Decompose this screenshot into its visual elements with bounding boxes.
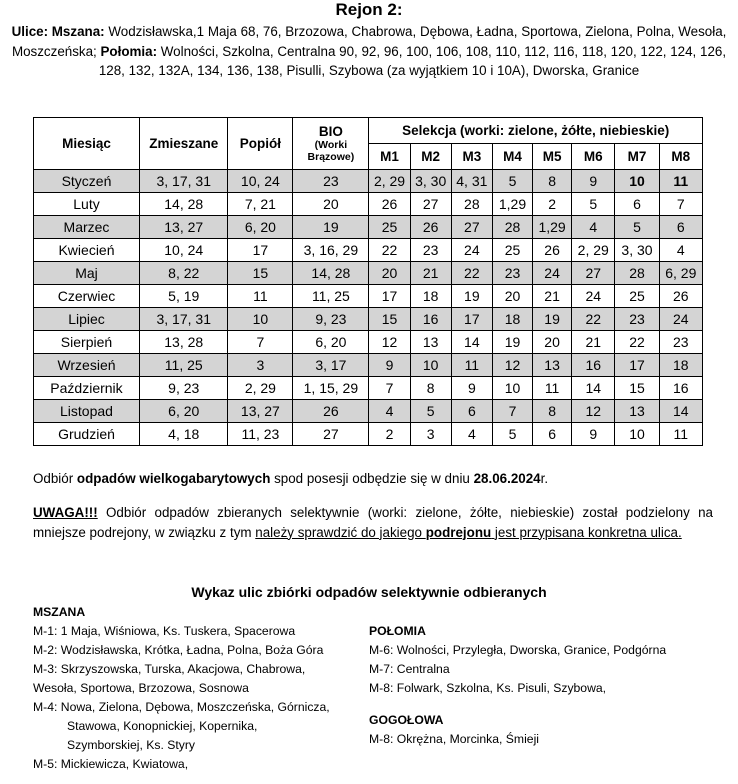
m4-cell: 19: [492, 331, 532, 354]
m4-cell: 5: [492, 170, 532, 193]
m3-cell: 4, 31: [451, 170, 492, 193]
table-row: [34, 216, 703, 239]
m2-cell: 21: [410, 262, 451, 285]
m6-cell: 14: [572, 377, 615, 400]
bio-cell: 1, 15, 29: [293, 377, 369, 400]
header-bio-sub: (Worki Brązowe): [307, 139, 355, 163]
m1-cell: 20: [369, 262, 410, 285]
m1-cell: 9: [369, 354, 410, 377]
m3-cell: 27: [451, 216, 492, 239]
m1-cell: 22: [369, 239, 410, 262]
m1-cell: 12: [369, 331, 410, 354]
m7-cell: 22: [615, 331, 659, 354]
header-selection: Selekcja (worki: zielone, żółte, niebieskie): [369, 118, 703, 144]
month-cell: Lipiec: [34, 308, 140, 331]
m7-cell: 28: [615, 262, 659, 285]
m4-cell: 1,29: [492, 193, 532, 216]
ash-cell: 6, 20: [228, 216, 293, 239]
m8-cell: 16: [659, 377, 702, 400]
polomia-m8: M-8: Folwark, Szkolna, Ks. Pisuli, Szybowa,: [369, 681, 607, 695]
mixed-cell: 5, 19: [139, 285, 228, 308]
m8-cell: 6, 29: [659, 262, 702, 285]
ash-cell: 11, 23: [228, 423, 293, 446]
bio-cell: 9, 23: [293, 308, 369, 331]
polomia-streets: Wolności, Szkolna, Centralna 90, 92, 96, 100, 106, 108, 110, 112, 116, 118, 120, 122, 124, 126, 128, 132, 132A, 134, 136, 138, Pisulli, Szybowa (za wyjątkiem 10 i 10A), Dworska, Granice: [98, 43, 727, 78]
polomia-list: [369, 622, 666, 698]
table-row: [34, 193, 703, 216]
m2-cell: 3, 30: [410, 170, 451, 193]
m6-cell: 21: [572, 331, 615, 354]
m1-cell: 25: [369, 216, 410, 239]
m6-cell: 16: [572, 354, 615, 377]
header-m6: M6: [572, 144, 615, 170]
m6-cell: 4: [572, 216, 615, 239]
mixed-cell: 4, 18: [139, 423, 228, 446]
m6-cell: 9: [572, 423, 615, 446]
m4-cell: 28: [492, 216, 532, 239]
mszana-streets: Wodzisławska,1 Maja 68, 76, Brzozowa, Chabrowa, Dębowa, Ładna, Sportowa, Zielona, Polna, Wesoła, Moszczeńska;: [11, 24, 727, 59]
bulky-text-3: r.: [540, 471, 549, 486]
ash-cell: 10: [228, 308, 293, 331]
header-m8: M8: [659, 144, 702, 170]
header-m3: M3: [451, 144, 492, 170]
m8-cell: 23: [659, 331, 702, 354]
m6-cell: 24: [572, 285, 615, 308]
table-row: [34, 377, 703, 400]
bio-cell: 11, 25: [293, 285, 369, 308]
header-month: Miesiąc: [34, 118, 140, 170]
bio-cell: 14, 28: [293, 262, 369, 285]
mixed-cell: 13, 27: [139, 216, 228, 239]
mszana-m2: M-2: Wodzisławska, Krótka, Ładna, Polna, Boża Góra: [33, 643, 324, 657]
m2-cell: 3: [410, 423, 451, 446]
table-row: [34, 170, 703, 193]
mszana-m4-cont2: Szymborskiej, Ks. Styry: [67, 738, 195, 752]
m1-cell: 2: [369, 423, 410, 446]
header-bio-label: BIO: [318, 124, 343, 139]
m7-cell: 15: [615, 377, 659, 400]
ash-cell: 2, 29: [228, 377, 293, 400]
bio-cell: 3, 17: [293, 354, 369, 377]
m8-cell: 24: [659, 308, 702, 331]
mszana-label: Mszana:: [51, 24, 105, 39]
m2-cell: 26: [410, 216, 451, 239]
m3-cell: 28: [451, 193, 492, 216]
ash-cell: 3: [228, 354, 293, 377]
warning-notice: [33, 503, 713, 542]
bio-cell: 19: [293, 216, 369, 239]
table-row: [34, 354, 703, 377]
m1-cell: 7: [369, 377, 410, 400]
m8-cell: 11: [659, 170, 702, 193]
m7-cell: 13: [615, 400, 659, 423]
mszana-heading: MSZANA: [33, 605, 86, 619]
m4-cell: 12: [492, 354, 532, 377]
polomia-m6: M-6: Wolności, Przyległa, Dworska, Granice, Podgórna: [369, 643, 667, 657]
mixed-cell: 11, 25: [139, 354, 228, 377]
mixed-cell: 8, 22: [139, 262, 228, 285]
bulky-date: 28.06.2024: [473, 471, 541, 486]
m7-cell: 6: [615, 193, 659, 216]
polomia-label: Połomia:: [100, 43, 158, 59]
m7-cell: 5: [615, 216, 659, 239]
table-row: [34, 262, 703, 285]
header-bio: [293, 118, 369, 170]
m8-cell: 6: [659, 216, 702, 239]
m6-cell: 2, 29: [572, 239, 615, 262]
warning-label: UWAGA!!!: [33, 505, 98, 520]
bio-cell: 3, 16, 29: [293, 239, 369, 262]
month-cell: Listopad: [34, 400, 140, 423]
m4-cell: 23: [492, 262, 532, 285]
streets-prefix: Ulice:: [11, 24, 52, 39]
m6-cell: 5: [572, 193, 615, 216]
m3-cell: 9: [451, 377, 492, 400]
table-row: [34, 331, 703, 354]
m2-cell: 23: [410, 239, 451, 262]
m7-cell: 10: [615, 170, 659, 193]
month-cell: Wrzesień: [34, 354, 140, 377]
bulky-text-1: Odbiór: [33, 471, 77, 486]
mixed-cell: 10, 24: [139, 239, 228, 262]
m6-cell: 27: [572, 262, 615, 285]
month-cell: Czerwiec: [34, 285, 140, 308]
month-cell: Maj: [34, 262, 140, 285]
m4-cell: 18: [492, 308, 532, 331]
schedule-table: [33, 117, 703, 446]
m2-cell: 10: [410, 354, 451, 377]
mszana-m3-cont: Wesoła, Sportowa, Brzozowa, Sosnowa: [33, 681, 249, 695]
header-m7: M7: [615, 144, 659, 170]
m7-cell: 17: [615, 354, 659, 377]
m5-cell: 8: [533, 400, 572, 423]
m2-cell: 27: [410, 193, 451, 216]
m6-cell: 12: [572, 400, 615, 423]
month-cell: Kwiecień: [34, 239, 140, 262]
m1-cell: 26: [369, 193, 410, 216]
month-cell: Styczeń: [34, 170, 140, 193]
m1-cell: 4: [369, 400, 410, 423]
m6-cell: 22: [572, 308, 615, 331]
bio-cell: 26: [293, 400, 369, 423]
streets-paragraph: [10, 22, 728, 81]
bio-cell: 20: [293, 193, 369, 216]
m3-cell: 19: [451, 285, 492, 308]
bulky-waste-notice: [33, 470, 713, 488]
m2-cell: 16: [410, 308, 451, 331]
street-list-title: Wykaz ulic zbiórki odpadów selektywnie odbieranych: [191, 584, 547, 600]
m5-cell: 20: [533, 331, 572, 354]
mixed-cell: 13, 28: [139, 331, 228, 354]
m2-cell: 5: [410, 400, 451, 423]
polomia-m7: M-7: Centralna: [369, 662, 450, 676]
bulky-text-2: spod posesji odbędzie się w dniu: [270, 471, 474, 486]
m8-cell: 26: [659, 285, 702, 308]
mszana-m5: M-5: Mickiewicza, Kwiatowa,: [33, 757, 189, 771]
m1-cell: 15: [369, 308, 410, 331]
m2-cell: 13: [410, 331, 451, 354]
m3-cell: 4: [451, 423, 492, 446]
m8-cell: 18: [659, 354, 702, 377]
m5-cell: 1,29: [533, 216, 572, 239]
gogolowa-heading: GOGOŁOWA: [369, 713, 444, 727]
m3-cell: 17: [451, 308, 492, 331]
mszana-m4: M-4: Nowa, Zielona, Dębowa, Moszczeńska, Górnicza,: [33, 700, 330, 714]
month-cell: Marzec: [34, 216, 140, 239]
header-m4: M4: [492, 144, 532, 170]
m5-cell: 11: [533, 377, 572, 400]
ash-cell: 15: [228, 262, 293, 285]
m3-cell: 6: [451, 400, 492, 423]
warning-text: Odbiór odpadów zbieranych selektywnie (worki: zielone, żółte, niebieskie) został podzielony na mniejsze podrejony, w związku z tym: [33, 505, 713, 540]
m4-cell: 7: [492, 400, 532, 423]
mixed-cell: 6, 20: [139, 400, 228, 423]
m2-cell: 8: [410, 377, 451, 400]
mszana-m3: M-3: Skrzyszowska, Turska, Akacjowa, Chabrowa,: [33, 662, 306, 676]
mixed-cell: 14, 28: [139, 193, 228, 216]
m5-cell: 19: [533, 308, 572, 331]
header-m5: M5: [533, 144, 572, 170]
m5-cell: 24: [533, 262, 572, 285]
m2-cell: 18: [410, 285, 451, 308]
m5-cell: 21: [533, 285, 572, 308]
gogolowa-m8: M-8: Okrężna, Morcinka, Śmieji: [369, 732, 539, 746]
m8-cell: 11: [659, 423, 702, 446]
m3-cell: 22: [451, 262, 492, 285]
header-ash: Popiół: [228, 118, 293, 170]
table-row: [34, 285, 703, 308]
m7-cell: 23: [615, 308, 659, 331]
month-cell: Październik: [34, 377, 140, 400]
m3-cell: 11: [451, 354, 492, 377]
mszana-m1: M-1: 1 Maja, Wiśniowa, Ks. Tuskera, Spacerowa: [33, 624, 296, 638]
m6-cell: 9: [572, 170, 615, 193]
m5-cell: 6: [533, 423, 572, 446]
month-cell: Grudzień: [34, 423, 140, 446]
warning-underline-1: należy sprawdzić do jakiego: [255, 524, 426, 540]
bio-cell: 6, 20: [293, 331, 369, 354]
page-title: Rejon 2:: [335, 0, 403, 19]
m5-cell: 8: [533, 170, 572, 193]
table-row: [34, 423, 703, 446]
m7-cell: 10: [615, 423, 659, 446]
month-cell: Sierpień: [34, 331, 140, 354]
ash-cell: 7: [228, 331, 293, 354]
m4-cell: 10: [492, 377, 532, 400]
mixed-cell: 3, 17, 31: [139, 308, 228, 331]
bio-cell: 23: [293, 170, 369, 193]
m1-cell: 2, 29: [369, 170, 410, 193]
table-row: [34, 308, 703, 331]
ash-cell: 13, 27: [228, 400, 293, 423]
ash-cell: 11: [228, 285, 293, 308]
warning-underline-2: jest przypisana konkretna ulica.: [491, 524, 682, 540]
m1-cell: 17: [369, 285, 410, 308]
m7-cell: 3, 30: [615, 239, 659, 262]
m7-cell: 25: [615, 285, 659, 308]
m5-cell: 26: [533, 239, 572, 262]
m4-cell: 20: [492, 285, 532, 308]
m8-cell: 7: [659, 193, 702, 216]
m3-cell: 14: [451, 331, 492, 354]
bulky-bold-1: odpadów wielkogabarytowych: [76, 471, 271, 486]
bio-cell: 27: [293, 423, 369, 446]
mszana-list: [33, 603, 330, 774]
table-row: [34, 400, 703, 423]
polomia-heading: POŁOMIA: [369, 624, 426, 638]
mixed-cell: 3, 17, 31: [139, 170, 228, 193]
header-mixed: Zmieszane: [139, 118, 228, 170]
m4-cell: 25: [492, 239, 532, 262]
m4-cell: 5: [492, 423, 532, 446]
ash-cell: 17: [228, 239, 293, 262]
header-m1: M1: [369, 144, 410, 170]
ash-cell: 10, 24: [228, 170, 293, 193]
m8-cell: 14: [659, 400, 702, 423]
month-cell: Luty: [34, 193, 140, 216]
m5-cell: 13: [533, 354, 572, 377]
warning-underline-bold: podrejonu: [425, 524, 492, 540]
m5-cell: 2: [533, 193, 572, 216]
ash-cell: 7, 21: [228, 193, 293, 216]
header-m2: M2: [410, 144, 451, 170]
mszana-m4-cont: Stawowa, Konopnickiej, Kopernika,: [67, 719, 258, 733]
m3-cell: 24: [451, 239, 492, 262]
gogolowa-list: [369, 711, 539, 749]
table-row: [34, 239, 703, 262]
mixed-cell: 9, 23: [139, 377, 228, 400]
m8-cell: 4: [659, 239, 702, 262]
